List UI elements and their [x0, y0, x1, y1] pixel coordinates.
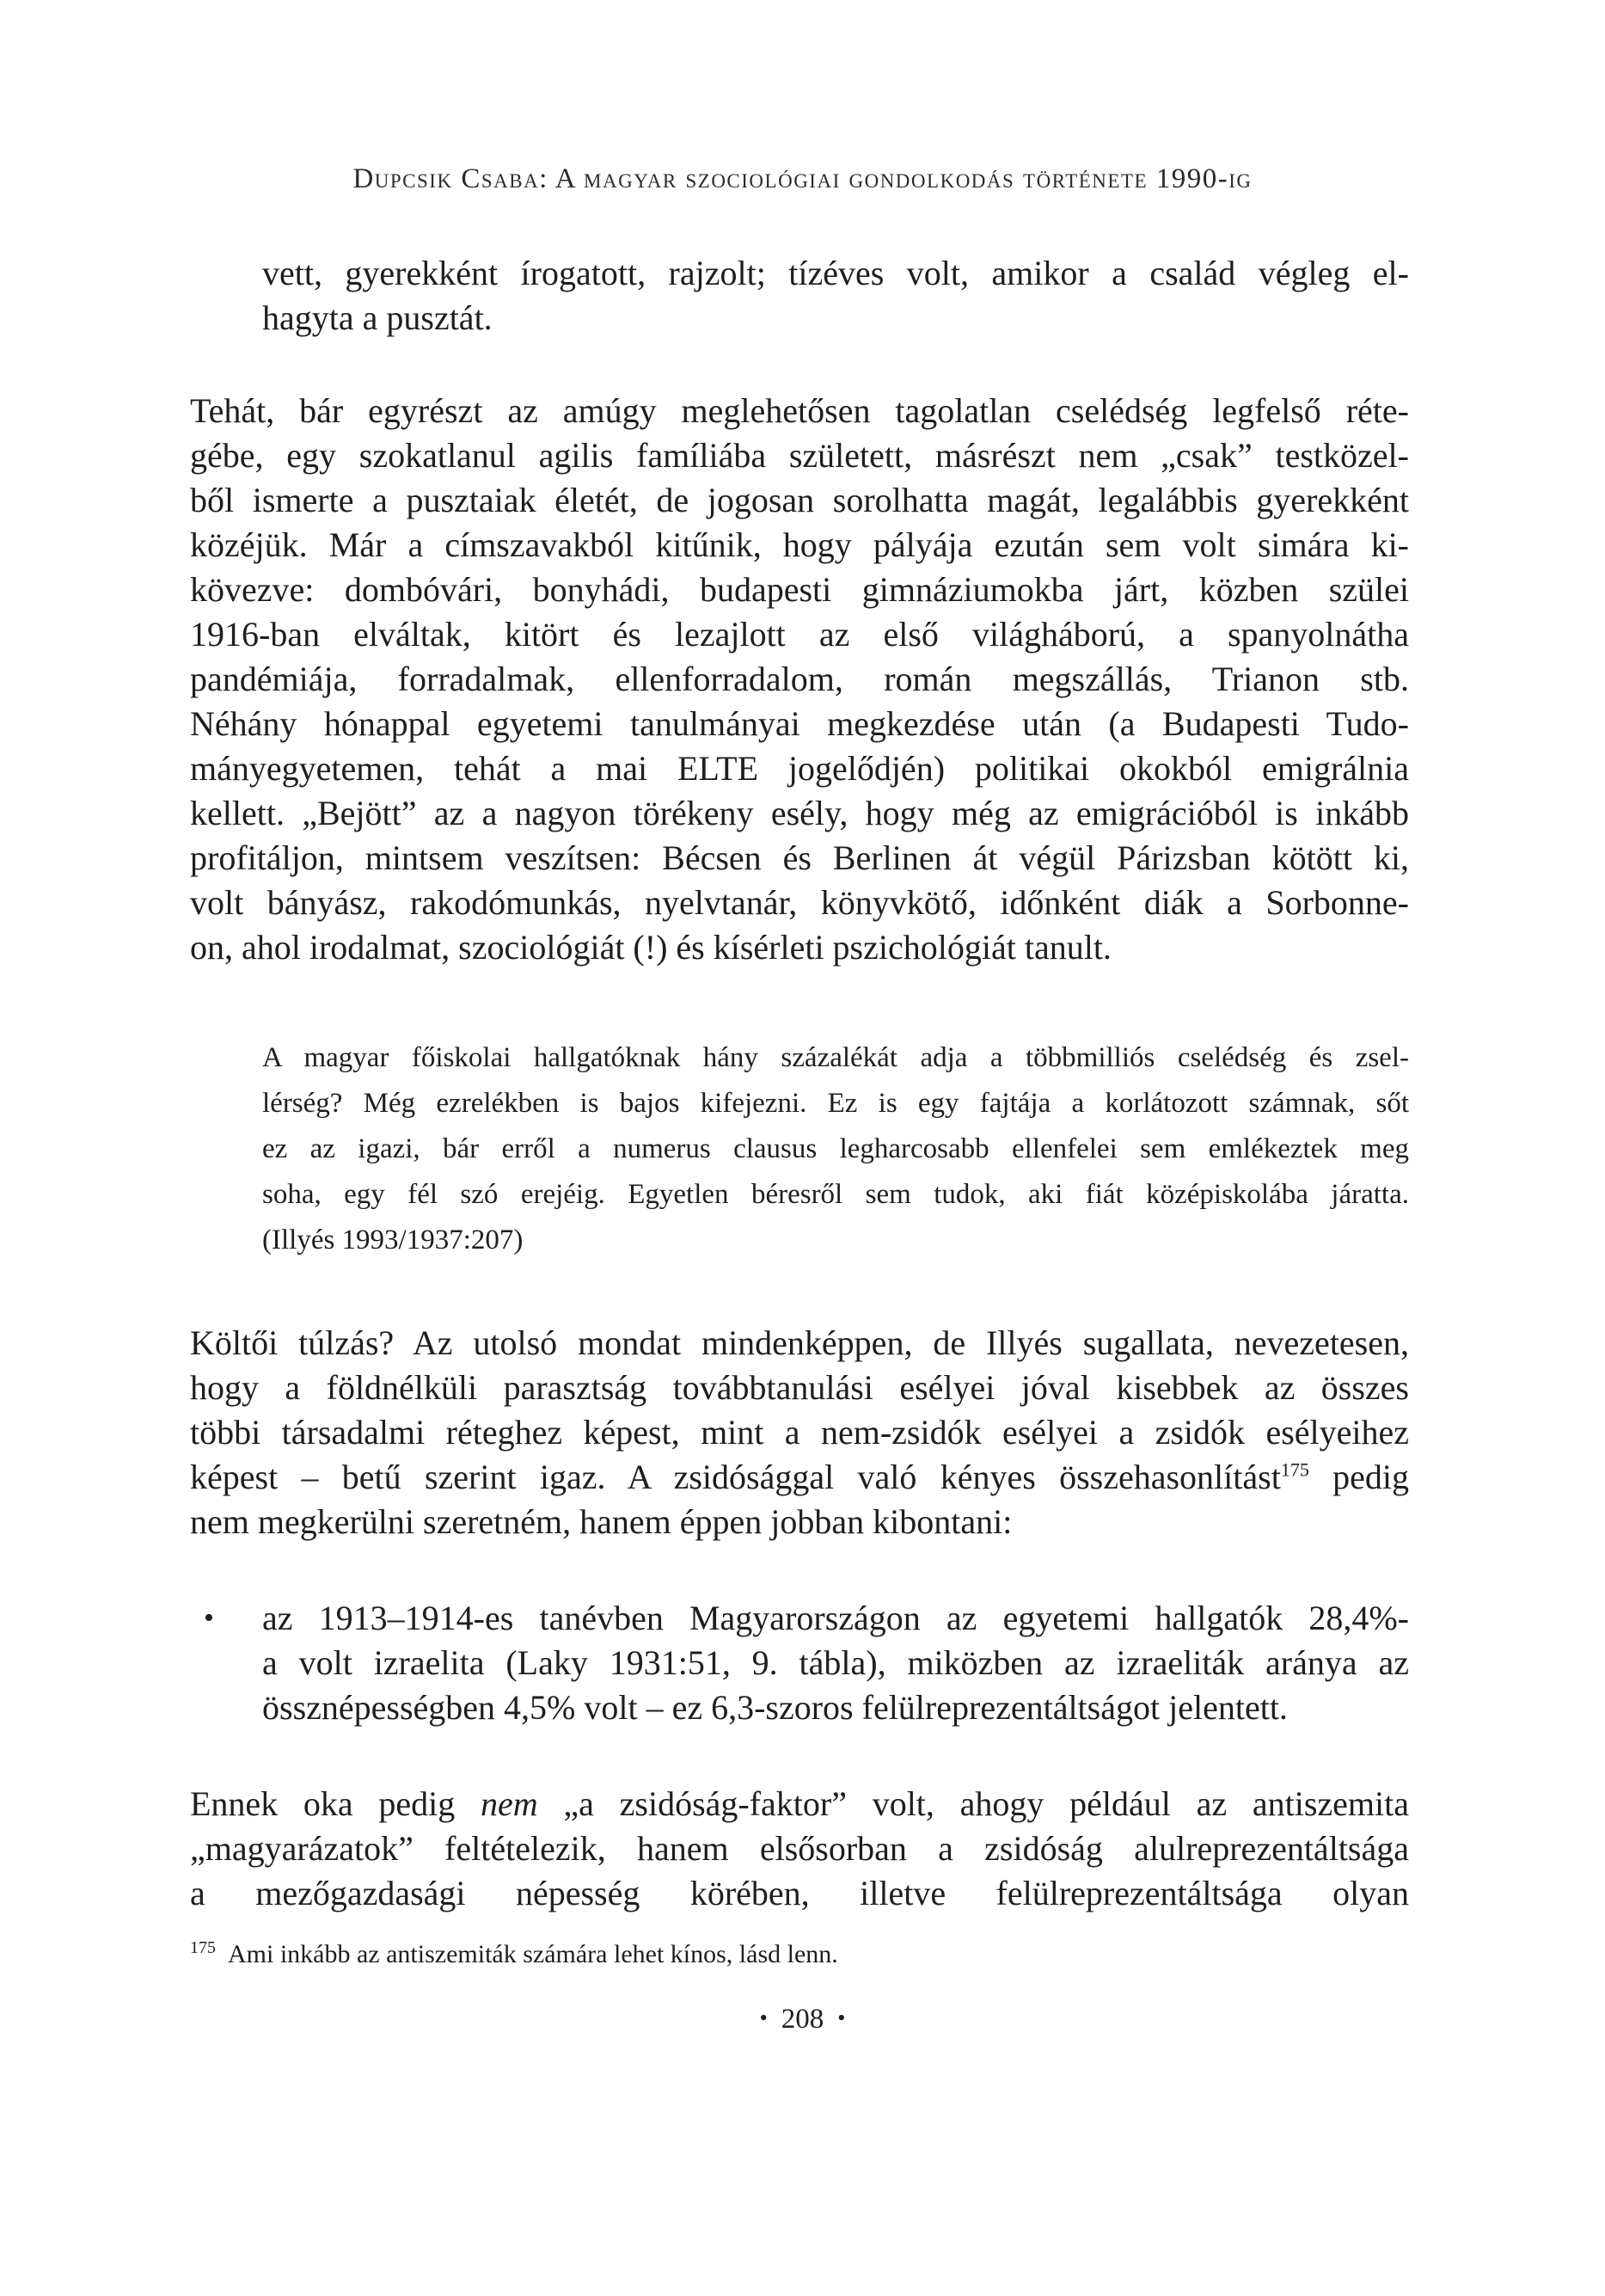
text-line: gébe, egy szokatlanul agilis famíliába született, másrészt nem „csak” testközel-: [190, 436, 1409, 475]
emphasis: nem: [481, 1784, 538, 1823]
footnote-reference[interactable]: 175: [1280, 1458, 1309, 1481]
text-line: az 1913–1914-es tanévben Magyarországon az egyetemi hallgatók 28,4%-: [262, 1599, 1409, 1637]
text-line: kellett. „Bejött” az a nagyon törékeny esély, hogy még az emigrációból is inkább: [190, 794, 1409, 832]
text-fragment: „a zsidóság-faktor” volt, ahogy például az antiszemita: [537, 1784, 1410, 1823]
text-line: 1916-ban elváltak, kitört és lezajlott az első világháború, a spanyolnátha: [190, 615, 1409, 654]
text-line: a volt izraelita (Laky 1931:51, 9. tábla), miközben az izraeliták aránya az: [262, 1643, 1409, 1682]
text-line: a mezőgazdasági népesség körében, illetve felülreprezentáltsága olyan: [190, 1874, 1409, 1912]
bullet-text: [262, 1596, 1409, 1730]
text-line: közéjük. Már a címszavakból kitűnik, hogy pályája ezután sem volt simára ki-: [190, 525, 1409, 564]
paragraph: [190, 389, 1409, 970]
text-line: hogy a földnélküli parasztság továbbtanulási esélyei jóval kisebbek az összes: [190, 1368, 1409, 1407]
quote-line: soha, egy fél szó erejéig. Egyetlen béresről sem tudok, aki fiát középiskolába járatta.: [262, 1179, 1409, 1210]
page-number: [0, 2004, 1605, 2035]
text-line: pandémiája, forradalmak, ellenforradalom, román megszállás, Trianon stb.: [190, 660, 1409, 698]
text-line-with-footnote: [190, 1455, 1409, 1500]
page-number-value: 208: [781, 2004, 824, 2035]
text-line: vett, gyerekként írogatott, rajzolt; tízéves volt, amikor a család végleg el-: [262, 254, 1409, 292]
block-quote: [262, 1035, 1409, 1263]
text-line: „magyarázatok” feltételezik, hanem elsősorban a zsidóság alulreprezentáltsága: [190, 1829, 1409, 1868]
paragraph: [190, 1782, 1409, 1916]
text-line: Tehát, bár egyrészt az amúgy meglehetősen tagolatlan cselédség legfelső réte-: [190, 391, 1409, 430]
text-line: nem megkerülni szeretném, hanem éppen jobban kibontani:: [190, 1502, 1013, 1541]
bullet-icon: •: [204, 1602, 214, 1634]
text-fragment: Ennek oka pedig: [190, 1784, 481, 1823]
text-fragment: képest – betű szerint igaz. A zsidósággal való kényes összehasonlítást: [190, 1458, 1281, 1496]
quote-line: A magyar főiskolai hallgatóknak hány százalékát adja a többmilliós cselédség és zsel-: [262, 1042, 1409, 1073]
ornament-dot-icon: •: [759, 2005, 768, 2030]
footnote: [190, 1931, 838, 1972]
text-line: volt bányász, rakodómunkás, nyelvtanár, könyvkötő, időnként diák a Sorbonne-: [190, 883, 1409, 922]
quote-citation: (Illyés 1993/1937:207): [262, 1225, 524, 1255]
quote-line: ez az igazi, bár erről a numerus clausus legharcosabb ellenfelei sem emlékeztek meg: [262, 1133, 1409, 1164]
text-line: össznépességben 4,5% volt – ez 6,3-szoros felülreprezentáltságot jelentett.: [262, 1688, 1288, 1727]
text-line: mányegyetemen, tehát a mai ELTE jogelődjén) politikai okokból emigrálnia: [190, 749, 1409, 788]
text-line: on, ahol irodalmat, szociológiát (!) és kísérleti pszichológiát tanult.: [190, 928, 1112, 967]
text-line: profitáljon, mintsem veszítsen: Bécsen és Berlinen át végül Párizsban kötött ki,: [190, 838, 1409, 877]
text-line: hagyta a pusztát.: [262, 298, 493, 337]
paragraph-continuation: [262, 251, 1409, 341]
footnote-number: 175: [190, 1938, 216, 1957]
text-fragment: pedig: [1308, 1458, 1409, 1496]
text-line: [190, 1782, 1409, 1826]
text-line: Néhány hónappal egyetemi tanulmányai megkezdése után (a Budapesti Tudo-: [190, 704, 1409, 743]
running-header: Dupcsik Csaba: A magyar szociológiai gondolkodás története 1990-ig: [352, 163, 1253, 194]
text-line: ből ismerte a pusztaiak életét, de jogosan sorolhatta magát, legalábbis gyerekként: [190, 481, 1409, 519]
text-line: Költői túlzás? Az utolsó mondat mindenképpen, de Illyés sugallata, nevezetesen,: [190, 1323, 1409, 1362]
footnote-text: Ami inkább az antiszemiták számára lehet kínos, lásd lenn.: [228, 1940, 838, 1968]
text-line: kövezve: dombóvári, bonyhádi, budapesti gimnáziumokba járt, közben szülei: [190, 570, 1409, 609]
ornament-dot-icon: •: [837, 2005, 846, 2030]
quote-line: lérség? Még ezrelékben is bajos kifejezni. Ez is egy fajtája a korlátozott számnak, sőt: [262, 1088, 1409, 1119]
text-line: többi társadalmi réteghez képest, mint a nem-zsidók esélyei a zsidók esélyeihez: [190, 1413, 1409, 1452]
paragraph: [190, 1321, 1409, 1544]
